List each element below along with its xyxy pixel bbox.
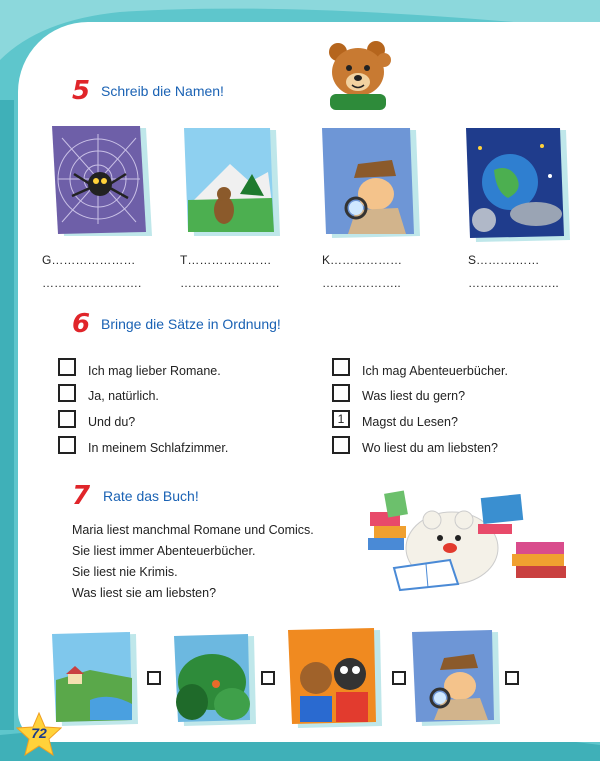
polar-bear-reading-icon [366,484,584,594]
blank-line[interactable]: S……….…… [468,253,540,267]
landscape-book-icon [50,630,140,728]
story-line: Was liest sie am liebsten? [72,586,217,600]
blank-line[interactable]: ……………………. [180,276,280,290]
space-book-icon [462,124,574,246]
exercise-5-title: Schreib die Namen! [101,83,224,99]
exercise-7-title: Rate das Buch! [103,488,199,504]
story-line: Maria liest manchmal Romane und Comics. [72,523,314,537]
page-number: 72 [31,725,47,741]
sentence-label: Ich mag lieber Romane. [88,364,221,378]
exercise-5-number: 5 [72,76,91,106]
story-line: Sie liest immer Abenteuerbücher. [72,544,256,558]
sentence-label: Und du? [88,415,136,429]
book-choice-checkbox[interactable] [261,671,275,685]
story-line: Sie liest nie Krimis. [72,565,178,579]
marmot-book-icon [180,124,282,240]
comic-book-icon [286,626,386,730]
sentence-label: Ich mag Abenteuerbücher. [362,364,508,378]
order-checkbox[interactable] [332,384,350,402]
blank-line[interactable]: ………………….. [468,276,559,290]
order-checkbox[interactable] [58,436,76,454]
blank-line[interactable]: T………………… [180,253,272,267]
order-checkbox[interactable] [58,410,76,428]
book-choice-checkbox[interactable] [147,671,161,685]
blank-line[interactable]: G………………… [42,253,136,267]
page-number-badge [16,712,62,756]
order-checkbox[interactable] [332,358,350,376]
book-choice-checkbox[interactable] [392,671,406,685]
order-checkbox[interactable] [58,358,76,376]
sentence-label: Wo liest du am liebsten? [362,441,498,455]
bear-mascot-icon [318,38,400,110]
exercise-6-number: 6 [72,309,91,339]
sentence-label: In meinem Schlafzimmer. [88,441,229,455]
book-choice-checkbox[interactable] [505,671,519,685]
detective-book-icon [318,124,422,242]
blank-line[interactable]: ……………………. [42,276,142,290]
order-checkbox[interactable] [332,436,350,454]
blank-line[interactable]: K……………… [322,253,403,267]
story-text [72,520,314,604]
jungle-book-icon [172,632,258,728]
spider-book-icon [48,124,158,242]
sentence-label: Magst du Lesen? [362,415,458,429]
order-checkbox[interactable]: 1 [332,410,350,428]
sentence-label: Ja, natürlich. [88,389,159,403]
detective-book-icon [410,628,502,728]
sentence-label: Was liest du gern? [362,389,466,403]
blank-line[interactable]: ……………….. [322,276,401,290]
order-checkbox[interactable] [58,384,76,402]
exercise-7-number: 7 [72,481,91,511]
exercise-6-title: Bringe die Sätze in Ordnung! [101,316,281,332]
